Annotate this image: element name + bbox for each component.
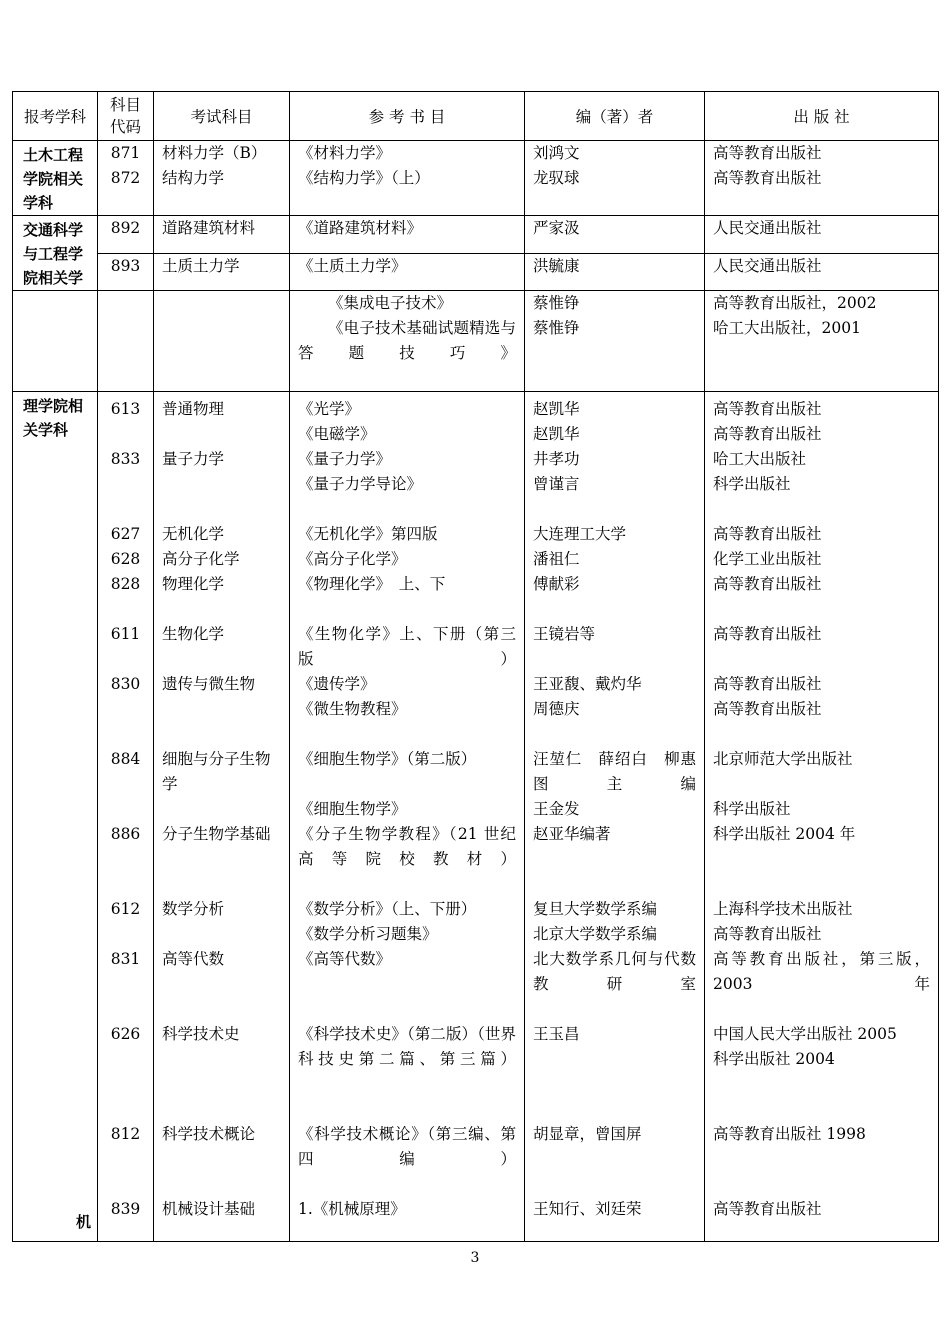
book-cell: 1.《机械原理》 [298,1200,406,1218]
code-cell: 627 [110,525,141,543]
header-code [98,92,154,141]
book-cell: 《数学分析习题集》 [298,925,438,943]
author-cell: 曾谨言 [533,475,580,493]
code-cell: 872 [110,169,141,187]
code-cell: 628 [110,550,141,568]
publisher-cell: 科学出版社 [713,800,791,818]
table-row [13,253,939,291]
code-cell: 833 [110,450,141,468]
exam-cell: 分子生物学基础 [162,825,271,843]
exam-cell: 材料力学（B） [162,144,267,162]
book-cell: 《量子力学》 [298,450,392,468]
exam-cell: 高等代数 [162,950,225,968]
exam-cell: 数学分析 [162,900,225,918]
header-book: 参 考 书 目 [290,92,525,141]
author-cell: 赵凯华 [533,400,580,418]
book-cell: 《物理化学》 上、下 [298,575,446,593]
author-cell: 洪毓康 [533,256,580,275]
publisher-cell: 高等教育出版社 1998 [713,1125,866,1143]
code-cell: 626 [110,1025,141,1043]
publisher-cell: 高等教育出版社 [713,400,822,418]
subject-civil: 土木工程学院相关学科 [13,141,98,216]
exam-cell: 道路建筑材料 [162,219,256,237]
book-cell: 《高分子化学》 [298,550,407,568]
code-cell: 828 [110,575,141,593]
exam-cell: 量子力学 [162,450,225,468]
header-code-line1: 科目 [109,96,141,114]
book-cell: 《遗传学》 [298,675,376,693]
code-cell: 893 [110,256,141,275]
publisher-cell: 中国人民大学出版社 2005 [713,1025,897,1043]
publisher-cell: 哈工大出版社 [713,450,807,468]
publisher-cell: 高等教育出版社 [713,625,822,643]
page-number: 3 [470,1250,480,1266]
book-cell: 《数学分析》（上、下册） [298,900,477,918]
publisher-cell: 高等教育出版社 [713,169,822,187]
author-cell: 严家汲 [533,219,580,237]
table-header-row [13,92,939,141]
publisher-cell: 化学工业出版社 [713,550,822,568]
exam-cell: 机械设计基础 [162,1200,256,1218]
code-cell: 812 [110,1125,141,1143]
exam-cell: 结构力学 [162,169,225,187]
exam-cell: 科学技术史 [162,1025,240,1043]
book-cell: 《微生物教程》 [298,700,407,718]
book-cell: 《细胞生物学》 [298,800,407,818]
publisher-cell: 人民交通出版社 [713,219,822,237]
table-row [13,392,939,1242]
book-cell: 《分子生物学教程》（21 世纪高等院校教材） [298,825,516,868]
author-cell: 周德庆 [533,700,580,718]
author-cell: 蔡惟铮 [533,294,580,312]
publisher-cell: 人民交通出版社 [713,256,822,275]
header-author: 编（著）者 [525,92,705,141]
publisher-cell: 高等教育出版社 [713,575,822,593]
book-cell: 《集成电子技术》 [328,294,453,312]
exam-cell: 遗传与微生物 [162,675,256,693]
publisher-cell: 科学出版社 [713,475,791,493]
book-cell: 《科学技术概论》（第三编、第四编） [298,1125,516,1168]
header-subject: 报考学科 [13,92,98,141]
table-row [13,291,939,392]
code-cell: 612 [110,900,141,918]
exam-cell: 细胞与分子生物学 [162,750,271,793]
publisher-cell: 科学出版社 2004 [713,1050,835,1068]
publisher-cell: 高等教育出版社，第三版，2003年 [713,950,930,993]
publisher-cell: 高等教育出版社 [713,144,822,162]
book-cell: 《科学技术史》（第二版）（世界科技史第二篇、第三篇） [298,1025,516,1068]
header-code-line2: 代码 [109,118,141,136]
publisher-cell: 上海科学技术出版社 [713,900,853,918]
author-cell: 北大数学系几何与代数教研室 [533,950,696,993]
table-row [13,216,939,254]
reference-book-table [12,91,939,1242]
publisher-cell: 科学出版社 2004 年 [713,825,856,843]
author-cell: 王玉昌 [533,1025,580,1043]
book-cell: 《细胞生物学》（第二版） [298,750,477,768]
book-cell: 《电磁学》 [298,425,376,443]
book-cell: 《高等代数》 [298,950,392,968]
header-publisher: 出 版 社 [705,92,939,141]
exam-cell: 土质土力学 [162,256,240,275]
exam-cell: 科学技术概论 [162,1125,256,1143]
subject-traffic: 交通科学与工程学院相关学 [13,216,98,291]
author-cell: 龙驭球 [533,169,580,187]
author-cell: 王金发 [533,800,580,818]
exam-cell: 无机化学 [162,525,225,543]
exam-cell: 生物化学 [162,625,225,643]
exam-cell: 高分子化学 [162,550,240,568]
author-cell: 复旦大学数学系编 [533,900,658,918]
author-cell: 汪堃仁 薛绍白 柳惠图主编 [533,750,696,793]
book-cell: 《量子力学导论》 [298,475,423,493]
author-cell: 胡显章，曾国屏 [533,1125,642,1143]
subject-mech: 机 [75,1213,91,1231]
book-cell: 《土质土力学》 [298,256,407,275]
publisher-cell: 高等教育出版社 [713,525,822,543]
code-cell: 886 [110,825,141,843]
book-cell: 《生物化学》上、下册（第三版） [298,625,516,668]
code-cell: 611 [110,625,141,643]
subject-science: 理学院相关学科 [23,397,84,439]
author-cell: 王镜岩等 [533,625,596,643]
author-cell: 大连理工大学 [533,525,627,543]
table-row [13,141,939,216]
code-cell: 871 [110,144,141,162]
book-cell: 《材料力学》 [298,144,392,162]
author-cell: 赵亚华编著 [533,825,611,843]
header-exam: 考试科目 [154,92,290,141]
publisher-cell: 高等教育出版社 [713,1200,822,1218]
exam-cell: 普通物理 [162,400,225,418]
book-cell: 《结构力学》（上） [298,169,430,187]
author-cell: 赵凯华 [533,425,580,443]
publisher-cell: 高等教育出版社，2002 [713,294,877,312]
code-cell: 892 [110,219,141,237]
code-cell: 839 [110,1200,141,1218]
code-cell: 831 [110,950,141,968]
author-cell: 蔡惟铮 [533,319,580,337]
author-cell: 王知行、刘廷荣 [533,1200,642,1218]
code-cell: 613 [110,400,141,418]
author-cell: 王亚馥、戴灼华 [533,675,642,693]
publisher-cell: 高等教育出版社 [713,675,822,693]
book-cell: 《道路建筑材料》 [298,219,423,237]
publisher-cell: 哈工大出版社，2001 [713,319,861,337]
author-cell: 傅献彩 [533,575,580,593]
exam-cell: 物理化学 [162,575,225,593]
author-cell: 刘鸿文 [533,144,580,162]
book-cell: 《光学》 [298,400,361,418]
book-cell: 《电子技术基础试题精选与答题技巧》 [298,319,516,362]
code-cell: 884 [110,750,141,768]
publisher-cell: 高等教育出版社 [713,700,822,718]
publisher-cell: 高等教育出版社 [713,925,822,943]
author-cell: 北京大学数学系编 [533,925,658,943]
author-cell: 井孝功 [533,450,580,468]
publisher-cell: 北京师范大学出版社 [713,750,853,768]
publisher-cell: 高等教育出版社 [713,425,822,443]
book-cell: 《无机化学》第四版 [298,525,438,543]
code-cell: 830 [110,675,141,693]
author-cell: 潘祖仁 [533,550,580,568]
